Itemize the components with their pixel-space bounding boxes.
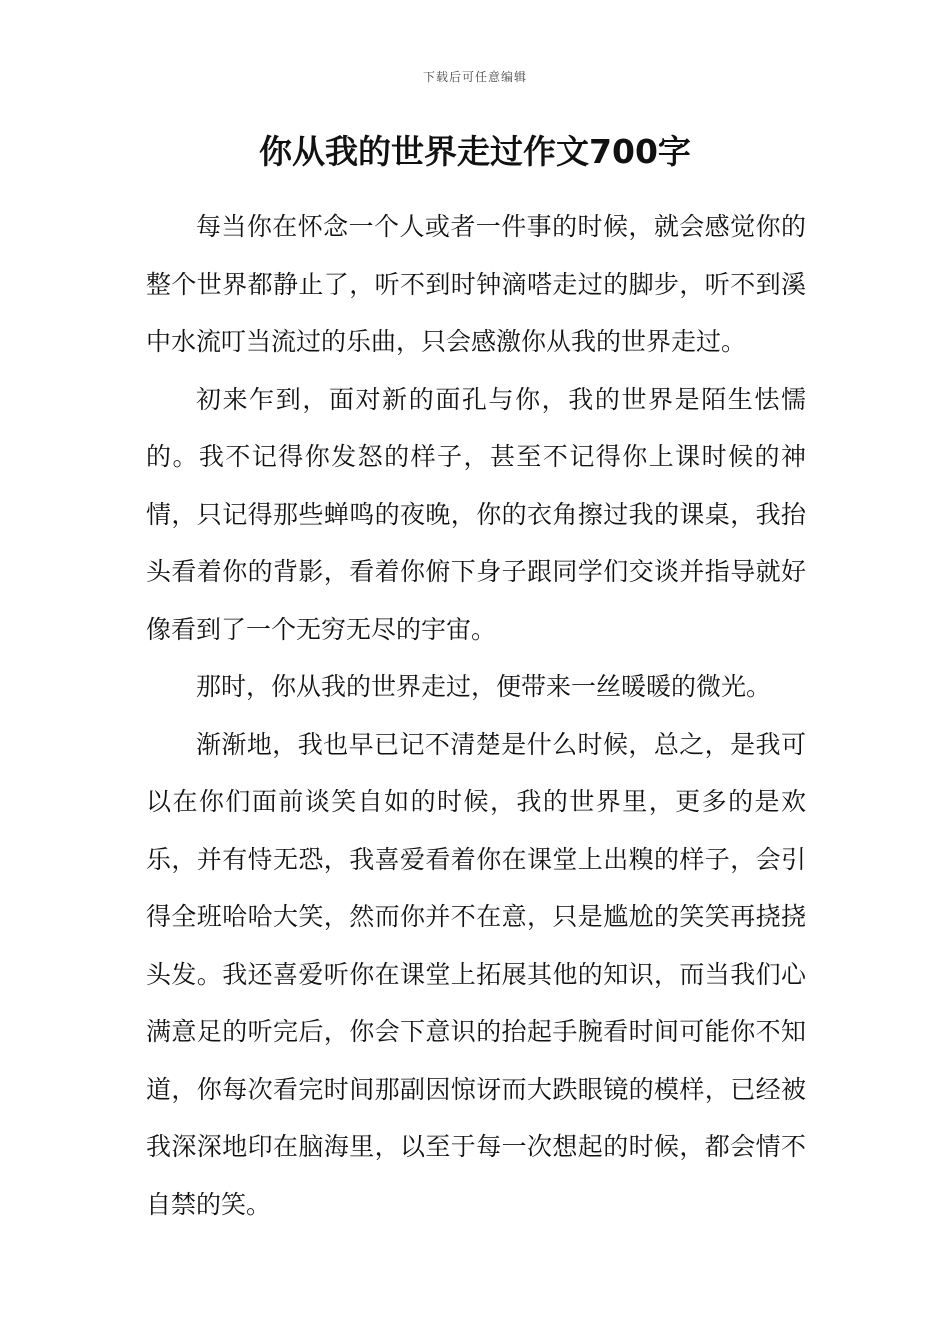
paragraph-1: 每当你在怀念一个人或者一件事的时候，就会感觉你的整个世界都静止了，听不到时钟滴嗒走过的脚步，听不到溪中水流叮当流过的乐曲，只会感激你从我的世界走过。 — [146, 212, 806, 356]
paragraph-2: 初来乍到，面对新的面孔与你，我的世界是陌生怯懦的。我不记得你发怒的样子，甚至不记得你上课时候的神情，只记得那些蝉鸣的夜晚，你的衣角擦过我的课桌，我抬头看着你的背影，看着你俯下身子跟同学们交谈并指导就好像看到了一个无穷无尽的宇宙。 — [146, 384, 806, 644]
document-body — [146, 198, 806, 1233]
document-title: 你从我的世界走过作文700字 — [259, 132, 691, 171]
header-note: 下载后可任意编辑 — [422, 70, 527, 84]
paragraph-4: 渐渐地，我也早已记不清楚是什么时候，总之，是我可以在你们面前谈笑自如的时候，我的世界里，更多的是欢乐，并有恃无恐，我喜爱看着你在课堂上出糗的样子，会引得全班哈哈大笑，然而你并不在意，只是尴尬的笑笑再挠挠头发。我还喜爱听你在课堂上拓展其他的知识，而当我们心满意足的听完后，你会下意识的抬起手腕看时间可能你不知道，你每次看完时间那副因惊讶而大跌眼镜的模样，已经被我深深地印在脑海里，以至于每一次想起的时候，都会情不自禁的笑。 — [146, 729, 806, 1219]
paragraph-3: 那时，你从我的世界走过，便带来一丝暖暖的微光。 — [196, 672, 772, 701]
